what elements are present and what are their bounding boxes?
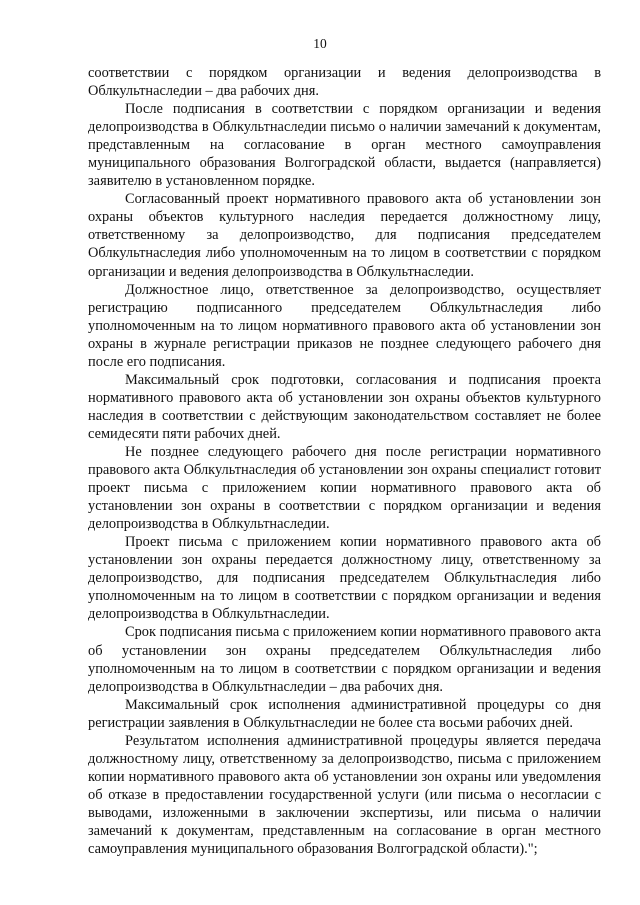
- document-body: [88, 64, 601, 858]
- page-number: 10: [313, 36, 327, 51]
- paragraph-4: Должностное лицо, ответственное за делопроизводство, осуществляет регистрацию подписанного председателем Облкультнаследия либо уполномоченным на то лицом нормативного правового акта об установлении зон охраны в журнале регистрации приказов не позднее следующего рабочего дня после его подписания.: [88, 281, 601, 370]
- paragraph-8: Срок подписания письма с приложением копии нормативного правового акта об установлении зон охраны председателем Облкультнаследия либо уполномоченным на то лицом в соответствии с порядком организации и ведения делопроизводства в Облкультнаследии – два рабочих дня.: [88, 624, 601, 695]
- paragraph-7: Проект письма с приложением копии нормативного правового акта об установлении зон охраны передается должностному лицу, ответственному за делопроизводство, для подписания председателем Облкультнаследия либо уполномоченным на то лицом в соответствии с порядком организации и ведения делопроизводства в Облкультнаследии.: [88, 534, 601, 623]
- paragraph-10: Результатом исполнения административной процедуры является передача должностному лицу, ответственному за делопроизводство, письма с приложением копии нормативного правового акта об установлении зон охраны или уведомления об отказе в предоставлении государственной услуги (или письма о несогласии с выводами, изложенными в заключении экспертизы, или письма о наличии замечаний к документам, представленным на согласование в орган местного самоуправления муниципального образования Волгоградской области).";: [88, 732, 601, 858]
- paragraph-3: Согласованный проект нормативного правового акта об установлении зон охраны объектов культурного наследия передается должностному лицу, ответственному за делопроизводство, для подписания председателем Облкультнаследия либо уполномоченным на то лицом в соответствии с порядком организации и ведения делопроизводства в Облкультнаследии.: [88, 191, 601, 280]
- paragraph-1: соответствии с порядком организации и ведения делопроизводства в Облкультнаследии – два рабочих дня.: [88, 65, 601, 100]
- paragraph-5: Максимальный срок подготовки, согласования и подписания проекта нормативного правового акта об установлении зон охраны объектов культурного наследия в соответствии с действующим законодательством составляет не более семидесяти пяти рабочих дней.: [88, 371, 601, 442]
- paragraph-2: После подписания в соответствии с порядком организации и ведения делопроизводства в Облкультнаследии письмо о наличии замечаний к документам, представленным на согласование в орган местного самоуправления муниципального образования Волгоградской области, выдается (направляется) заявителю в установленном порядке.: [88, 101, 601, 190]
- paragraph-9: Максимальный срок исполнения административной процедуры со дня регистрации заявления в Облкультнаследии не более ста восьми рабочих дней.: [88, 696, 601, 731]
- paragraph-6: Не позднее следующего рабочего дня после регистрации нормативного правового акта Облкультнаследия об установлении зон охраны специалист готовит проект письма с приложением копии нормативного правового акта об установлении зон охраны в соответствии с порядком организации и ведения делопроизводства в Облкультнаследии.: [88, 443, 601, 533]
